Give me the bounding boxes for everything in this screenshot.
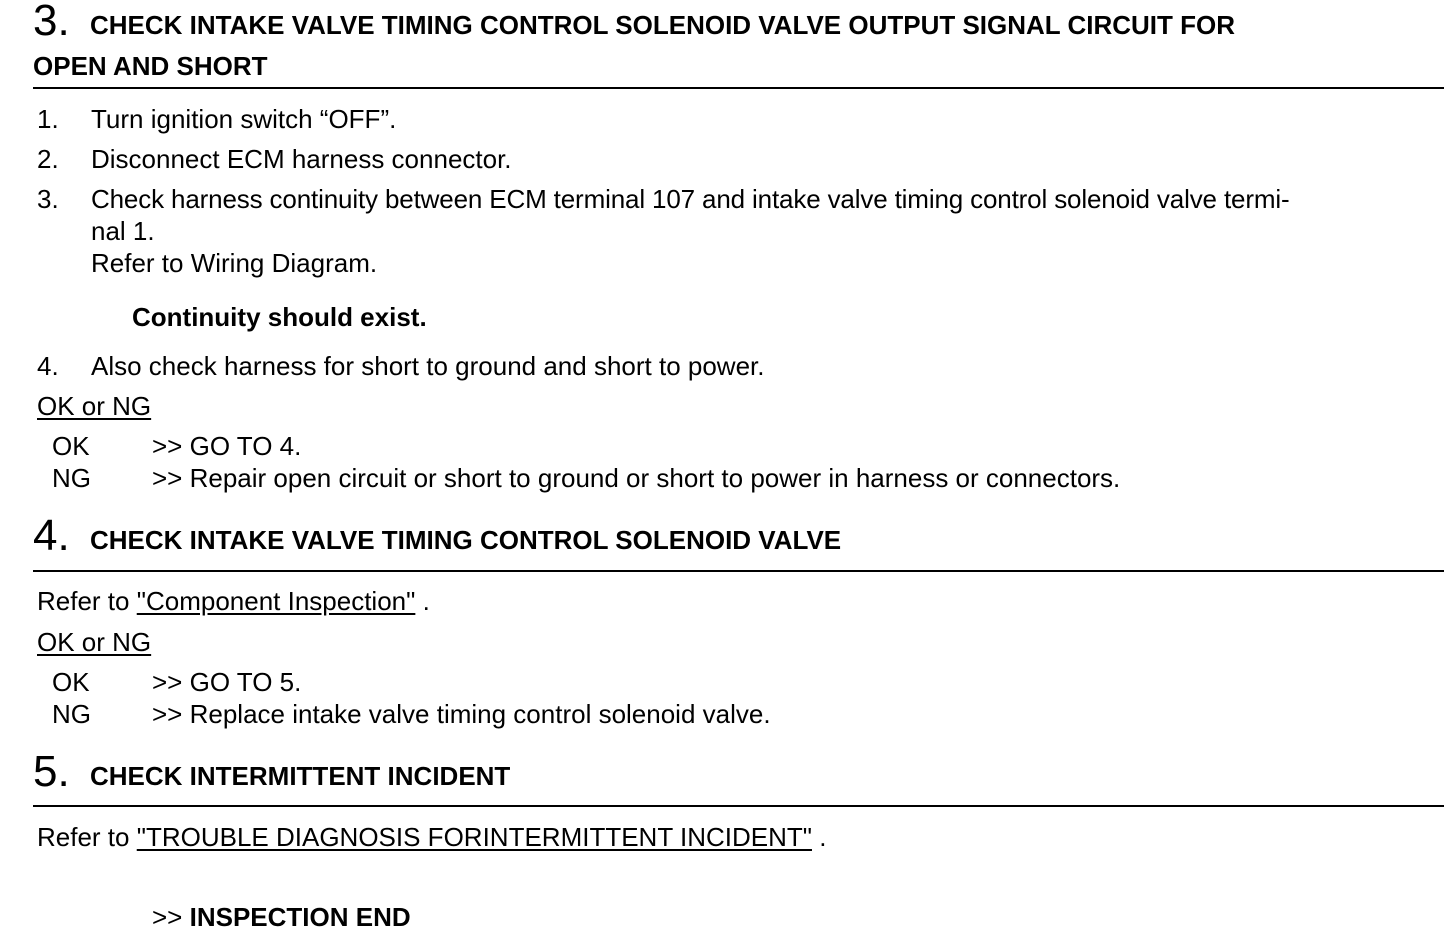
step-3-divider <box>33 87 1444 89</box>
step-4-divider <box>33 570 1444 572</box>
trouble-diagnosis-intermittent-incident-link[interactable]: "TROUBLE DIAGNOSIS FORINTERMITTENT INCIDENT" <box>136 822 812 852</box>
step-5-refer-suffix: . <box>819 822 827 852</box>
step-4-ng-label: NG <box>52 699 91 729</box>
step-3-item-1-text: Turn ignition switch “OFF”. <box>91 104 397 134</box>
step-3-title-line1: CHECK INTAKE VALVE TIMING CONTROL SOLENOID VALVE OUTPUT SIGNAL CIRCUIT FOR <box>90 10 1235 40</box>
step-5-title: CHECK INTERMITTENT INCIDENT <box>90 761 511 791</box>
step-4-ng-action: >> Replace intake valve timing control solenoid valve. <box>152 699 771 729</box>
step-5-refer-line <box>37 822 826 852</box>
step-3-item-4-text: Also check harness for short to ground and short to power. <box>91 351 765 381</box>
inspection-end-line <box>152 902 411 932</box>
step-3-ng-action: >> Repair open circuit or short to ground or short to power in harness or connectors. <box>152 463 1121 493</box>
step-5-refer-prefix: Refer to <box>37 822 130 852</box>
step-4-title: CHECK INTAKE VALVE TIMING CONTROL SOLENOID VALVE <box>90 525 842 555</box>
step-4-refer-prefix: Refer to <box>37 586 130 616</box>
step-3-ok-action: >> GO TO 4. <box>152 431 302 461</box>
step-3-number: 3. <box>33 0 70 45</box>
step-3-ok-or-ng-label: OK or NG <box>37 391 152 421</box>
step-3-item-3-text-line3: Refer to Wiring Diagram. <box>91 248 378 278</box>
step-5-number: 5. <box>33 747 70 796</box>
step-3-item-3-text-line1: Check harness continuity between ECM terminal 107 and intake valve timing control solenoid valve termi- <box>91 184 1290 214</box>
step-3-item-1-number: 1. <box>37 104 59 134</box>
step-4-ok-or-ng-label: OK or NG <box>37 627 152 657</box>
step-5-divider <box>33 805 1444 807</box>
step-3-ng-label: NG <box>52 463 91 493</box>
inspection-end-prefix: >> <box>152 902 183 932</box>
step-4-refer-suffix: . <box>422 586 430 616</box>
step-3-ok-label: OK <box>52 431 90 461</box>
step-3-title-line2: OPEN AND SHORT <box>33 51 268 81</box>
step-3-item-3-number: 3. <box>37 184 59 214</box>
step-3-item-2-number: 2. <box>37 144 59 174</box>
inspection-end-text: INSPECTION END <box>189 902 411 932</box>
step-3-item-3-text-line2: nal 1. <box>91 216 155 246</box>
component-inspection-link[interactable]: "Component Inspection" <box>136 586 416 616</box>
step-4-ok-label: OK <box>52 667 90 697</box>
step-4-ok-action: >> GO TO 5. <box>152 667 302 697</box>
step-3-item-4-number: 4. <box>37 351 59 381</box>
step-4-refer-line <box>37 586 430 616</box>
step-3-spec: Continuity should exist. <box>132 302 427 332</box>
step-3-item-2-text: Disconnect ECM harness connector. <box>91 144 512 174</box>
step-4-number: 4. <box>33 511 70 560</box>
